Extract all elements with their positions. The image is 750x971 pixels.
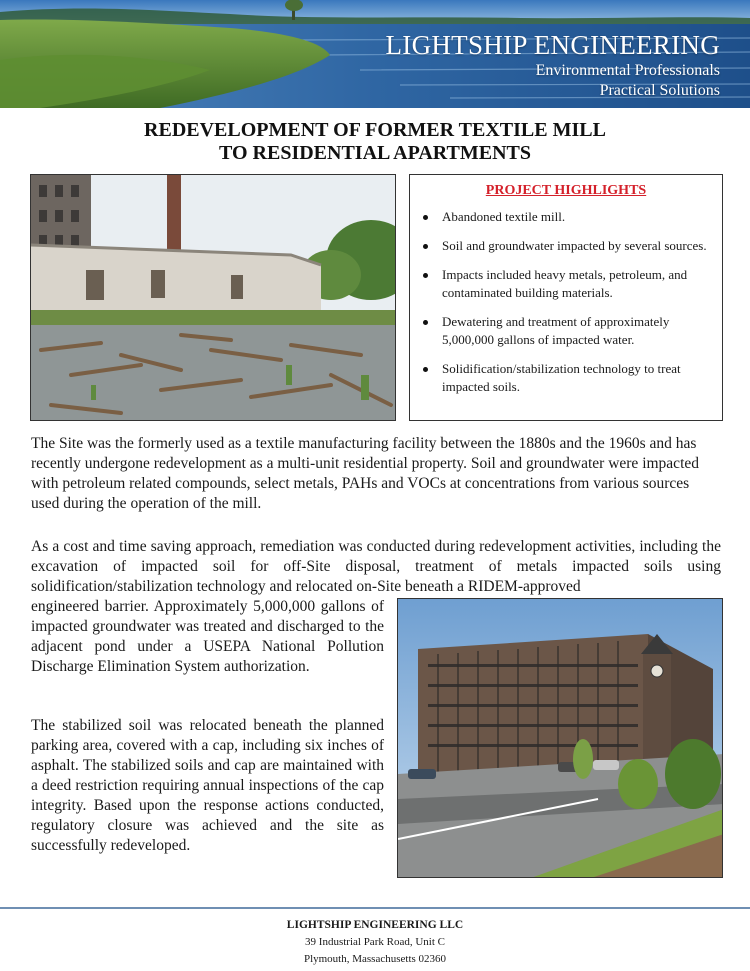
brand-block bbox=[385, 30, 720, 100]
list-item: Dewatering and treatment of approximately 5,000,000 gallons of impacted water. bbox=[420, 313, 712, 349]
brand-tagline-2: Practical Solutions bbox=[599, 82, 720, 99]
footer-company-name: LIGHTSHIP ENGINEERING LLC bbox=[286, 919, 464, 931]
redeveloped-building-photo bbox=[397, 598, 723, 878]
brand-name: LIGHTSHIP ENGINEERING bbox=[385, 30, 720, 60]
list-item: Abandoned textile mill. bbox=[420, 208, 712, 226]
title-line-2: TO RESIDENTIAL APARTMENTS bbox=[219, 142, 531, 164]
footer-divider bbox=[0, 907, 750, 909]
highlights-heading: PROJECT HIGHLIGHTS bbox=[485, 183, 647, 198]
abandoned-mill-photo bbox=[30, 174, 396, 421]
brand-tagline: Environmental Professionals bbox=[535, 62, 720, 79]
list-item: Solidification/stabilization technology to treat impacted soils. bbox=[420, 360, 712, 396]
highlights-list bbox=[420, 208, 712, 396]
list-item: Impacts included heavy metals, petroleum, and contaminated building materials. bbox=[420, 266, 712, 302]
paragraph-site-history: The Site was the formerly used as a textile manufacturing facility between the 1880s and the 1960s and has recently undergone redevelopment as a multi-unit residential property. Soil and groundwater were impacted with petroleum related compounds, select metals, PAHs and VOCs at concentrations from various sources used during the operation of the mill. bbox=[31, 435, 699, 512]
footer bbox=[0, 917, 750, 968]
footer-address-line-2: Plymouth, Massachusetts 02360 bbox=[303, 953, 447, 965]
paragraph-closure: The stabilized soil was relocated beneath the planned parking area, covered with a cap, including six inches of asphalt. The stabilized soils and cap are maintained with a deed restriction requiring annual inspections of the cap integrity. Based upon the response actions conducted, regulatory closure was achieved and the site as successfully redeveloped. bbox=[31, 717, 384, 854]
header-banner bbox=[0, 0, 750, 108]
list-item: Soil and groundwater impacted by several sources. bbox=[420, 237, 712, 255]
project-highlights-box bbox=[409, 174, 723, 421]
document-title bbox=[0, 119, 750, 165]
title-line-1: REDEVELOPMENT OF FORMER TEXTILE MILL bbox=[144, 119, 606, 141]
paragraph-groundwater: engineered barrier. Approximately 5,000,000 gallons of impacted groundwater was treated and discharged to the adjacent pond under a USEPA National Pollution Discharge Elimination System authorization. bbox=[31, 598, 384, 675]
footer-address-line-1: 39 Industrial Park Road, Unit C bbox=[305, 936, 445, 948]
paragraph-remediation: As a cost and time saving approach, remediation was conducted during redevelopment activities, including the excavation of impacted soil for off-Site disposal, treatment of metals impacted soils using solidification/stabilization technology and relocated on-Site beneath a RIDEM-approved bbox=[31, 538, 721, 595]
